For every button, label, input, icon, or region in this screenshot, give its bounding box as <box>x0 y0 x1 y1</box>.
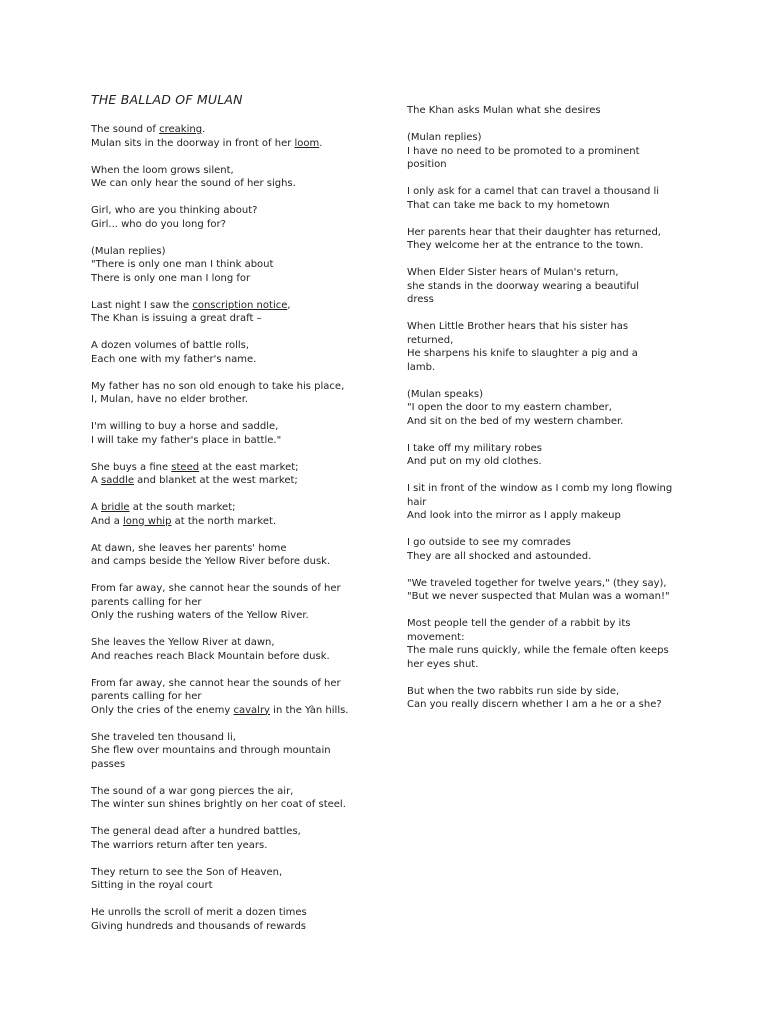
stanza <box>91 501 391 528</box>
stanza <box>407 536 687 563</box>
stanza <box>407 131 687 172</box>
text-line: I only ask for a camel that can travel a thousand li <box>407 186 660 197</box>
text-line: He sharpens his knife to slaughter a pig and a <box>407 348 638 359</box>
text-line: Most people tell the gender of a rabbit by its <box>407 618 631 629</box>
text-line: Girl... who do you long for? <box>91 218 226 230</box>
underlined-vocab-word: steed <box>171 461 200 473</box>
text-line: The Khan asks Mulan what she desires <box>407 105 601 116</box>
text-line: I sit in front of the window as I comb my long flowing <box>407 483 673 494</box>
text-line: That can take me back to my hometown <box>407 199 610 211</box>
stanza <box>91 164 391 191</box>
text-line: They return to see the Son of Heaven, <box>91 866 283 878</box>
stanza <box>407 266 687 307</box>
text-line: And look into the mirror as I apply makeup <box>407 510 621 521</box>
stanza <box>91 785 391 812</box>
text-line: Only the rushing waters of the Yellow River. <box>91 610 309 621</box>
text-line: And reaches reach Black Mountain before dusk. <box>91 650 330 662</box>
stanza <box>407 320 687 374</box>
text-line: Last night I saw the conscription notice, <box>91 299 291 311</box>
text-line: From far away, she cannot hear the sounds of her <box>91 583 341 594</box>
text-line: (Mulan replies) <box>91 245 166 257</box>
text-line: Only the cries of the enemy cavalry in the Yàn hills. <box>91 704 349 716</box>
text-line: Her parents hear that their daughter has returned, <box>407 226 661 238</box>
underlined-vocab-word: bridle <box>101 502 130 513</box>
text-line: Each one with my father's name. <box>91 353 257 365</box>
text-line: We can only hear the sound of her sighs. <box>91 178 296 189</box>
text-line: lamb. <box>407 361 436 373</box>
text-line: The warriors return after ten years. <box>91 839 268 851</box>
text-line: At dawn, she leaves her parents' home <box>91 542 287 554</box>
underlined-vocab-word: conscription notice <box>192 299 288 311</box>
text-line: And sit on the bed of my western chamber. <box>407 415 624 427</box>
text-line: Girl, who are you thinking about? <box>91 205 258 216</box>
text-line: Mulan sits in the doorway in front of her loom. <box>91 137 323 149</box>
text-line: I, Mulan, have no elder brother. <box>91 394 249 405</box>
text-line: "But we never suspected that Mulan was a woman!" <box>407 591 670 602</box>
underlined-vocab-word: saddle <box>101 475 134 486</box>
stanza <box>91 677 391 718</box>
text-line: When Elder Sister hears of Mulan's return, <box>407 267 619 278</box>
text-line: From far away, she cannot hear the sounds of her <box>91 677 341 689</box>
text-line: They are all shocked and astounded. <box>407 550 592 562</box>
stanza <box>91 825 391 852</box>
text-line: I go outside to see my comrades <box>407 537 571 548</box>
text-line: I will take my father's place in battle." <box>91 434 282 446</box>
text-line: I'm willing to buy a horse and saddle, <box>91 421 279 432</box>
stanza <box>407 617 687 671</box>
text-line: She buys a fine steed at the east market; <box>91 461 299 473</box>
stanza <box>407 185 687 212</box>
stanza <box>91 299 391 326</box>
text-line: A saddle and blanket at the west market; <box>91 475 298 486</box>
text-line: But when the two rabbits run side by side, <box>407 685 620 697</box>
stanza <box>91 204 391 231</box>
text-line: Giving hundreds and thousands of rewards <box>91 920 307 932</box>
text-line: And a long whip at the north market. <box>91 515 277 527</box>
text-line: The sound of creaking. <box>91 124 206 135</box>
stanza <box>407 577 687 604</box>
stanza <box>91 461 391 488</box>
text-line: Sitting in the royal court <box>91 880 213 891</box>
text-line: (Mulan replies) <box>407 132 482 143</box>
text-line: "We traveled together for twelve years," (they say), <box>407 577 667 589</box>
stanza <box>91 542 391 569</box>
stanza <box>407 388 687 429</box>
stanza <box>91 636 391 663</box>
stanza <box>91 582 391 623</box>
text-line: "There is only one man I think about <box>91 259 274 270</box>
stanza <box>91 245 391 286</box>
text-line: When the loom grows silent, <box>91 164 234 176</box>
underlined-vocab-word: cavalry <box>233 704 270 716</box>
text-line: parents calling for her <box>91 596 202 608</box>
text-line: She flew over mountains and through mountain <box>91 745 331 756</box>
stanza <box>407 482 687 523</box>
stanza <box>91 906 391 933</box>
text-line: There is only one man I long for <box>91 272 251 284</box>
text-line: The general dead after a hundred battles, <box>91 826 301 837</box>
underlined-vocab-word: loom <box>294 137 320 149</box>
text-line: A dozen volumes of battle rolls, <box>91 340 250 351</box>
text-line: She traveled ten thousand li, <box>91 731 236 743</box>
underlined-vocab-word: long whip <box>123 515 172 527</box>
text-line: dress <box>407 294 434 305</box>
page-title: THE BALLAD OF MULAN <box>91 92 243 107</box>
text-line: hair <box>407 496 427 508</box>
text-line: I have no need to be promoted to a prominent <box>407 145 640 157</box>
text-line: He unrolls the scroll of merit a dozen times <box>91 907 307 918</box>
text-line: parents calling for her <box>91 691 202 702</box>
stanza <box>91 420 391 447</box>
text-line: she stands in the doorway wearing a beautiful <box>407 280 640 292</box>
text-line: She leaves the Yellow River at dawn, <box>91 637 275 648</box>
text-line: The male runs quickly, while the female often keeps <box>407 645 669 656</box>
text-line: They welcome her at the entrance to the town. <box>407 240 644 251</box>
stanza <box>91 731 391 772</box>
text-line: Can you really discern whether I am a he or a she? <box>407 699 662 710</box>
text-line: My father has no son old enough to take his place, <box>91 380 345 392</box>
stanza <box>407 442 687 469</box>
stanza <box>407 685 687 712</box>
stanza <box>407 104 687 118</box>
stanza <box>91 866 391 893</box>
stanza <box>91 123 391 150</box>
text-line: (Mulan speaks) <box>407 388 484 400</box>
text-line: A bridle at the south market; <box>91 502 236 513</box>
text-line: The sound of a war gong pierces the air, <box>91 785 294 797</box>
text-line: I take off my military robes <box>407 442 543 454</box>
text-line: "I open the door to my eastern chamber, <box>407 402 612 413</box>
text-line: When Little Brother hears that his sister has <box>407 321 629 332</box>
text-line: movement: <box>407 631 465 643</box>
text-line: returned, <box>407 334 454 346</box>
stanza <box>91 380 391 407</box>
text-line: The Khan is issuing a great draft – <box>91 313 262 324</box>
text-line: her eyes shut. <box>407 658 479 670</box>
text-line: passes <box>91 758 126 770</box>
text-line: The winter sun shines brightly on her coat of steel. <box>91 799 346 810</box>
stanza <box>407 226 687 253</box>
text-line: And put on my old clothes. <box>407 456 542 467</box>
text-line: and camps beside the Yellow River before dusk. <box>91 556 331 567</box>
text-line: position <box>407 159 447 170</box>
stanza <box>91 339 391 366</box>
underlined-vocab-word: creaking <box>159 124 203 135</box>
